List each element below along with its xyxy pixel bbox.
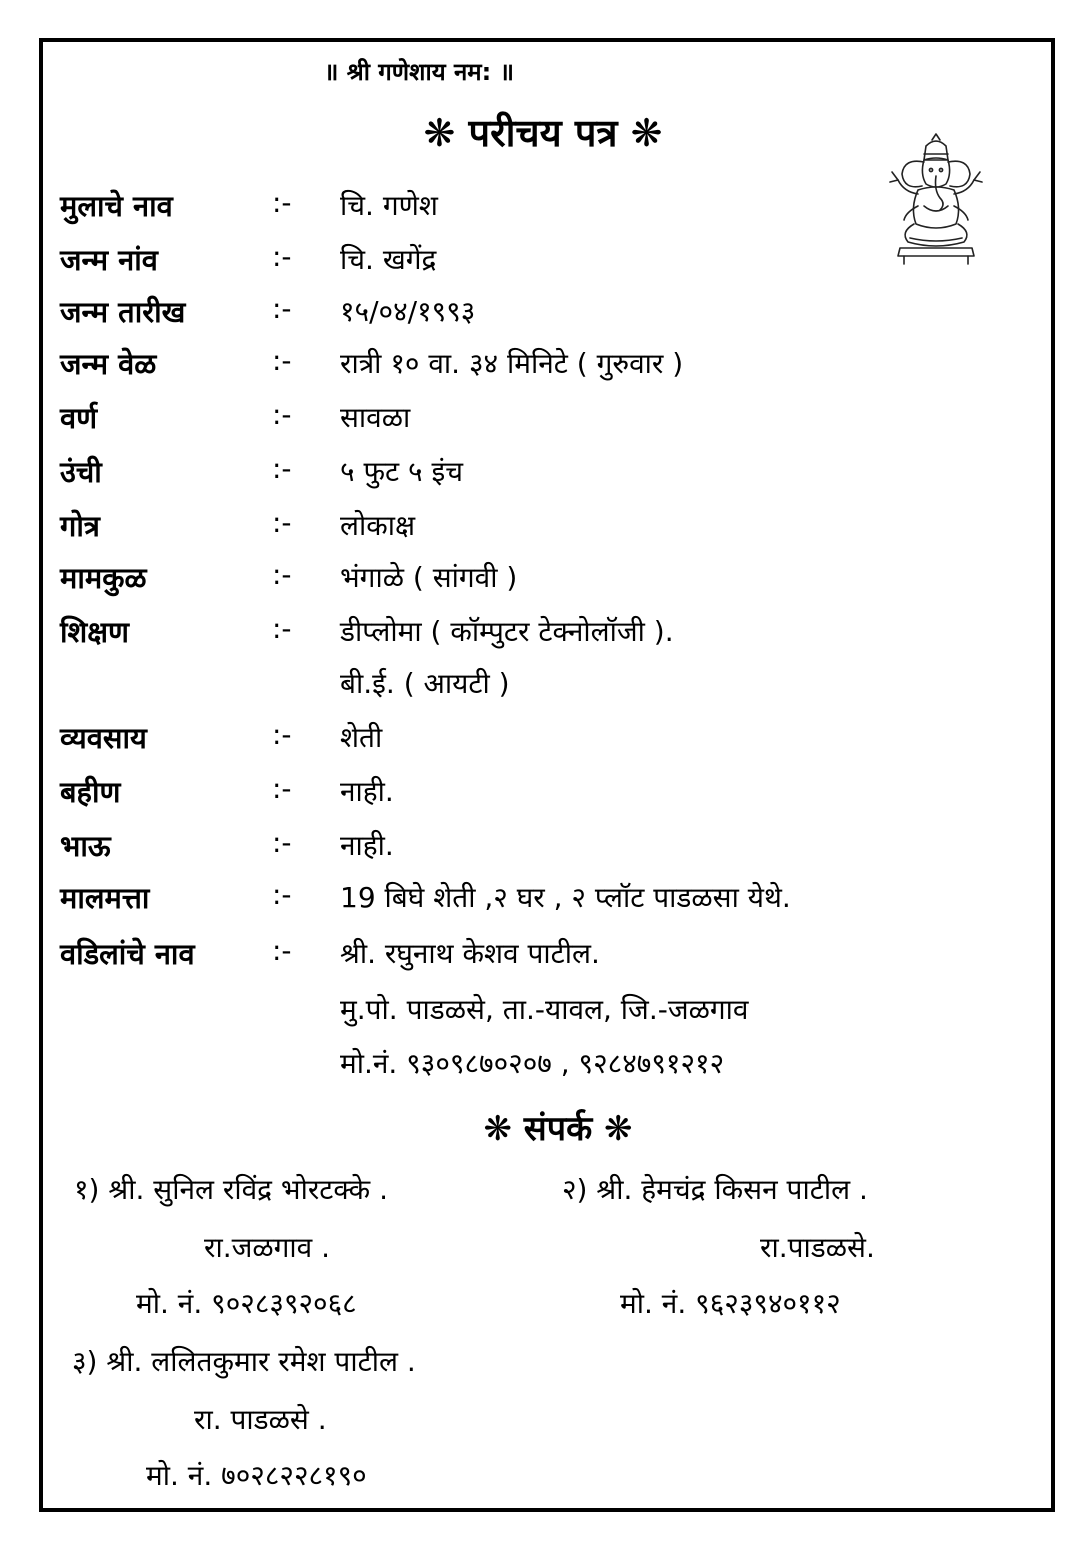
field-separator: :- — [272, 398, 292, 431]
field-separator: :- — [272, 344, 292, 377]
field-value: सावळा — [340, 401, 411, 434]
ganesha-idol-icon — [874, 132, 1006, 266]
field-value: चि. गणेश — [340, 189, 438, 222]
field-value: डीप्लोमा ( कॉम्पुटर टेक्नोलॉजी ). — [340, 615, 674, 648]
contact-3-phone: मो. नं. ७०२८२२८१९० — [146, 1459, 367, 1492]
contact-3-name: ३) श्री. ललितकुमार रमेश पाटील . — [72, 1345, 416, 1378]
field-label: व्यवसाय — [60, 721, 147, 755]
field-label: मामकुळ — [60, 561, 147, 595]
contact-2-name: २) श्री. हेमचंद्र किसन पाटील . — [562, 1173, 868, 1206]
field-separator: :- — [272, 186, 292, 219]
field-value: भंगाळे ( सांगवी ) — [340, 561, 518, 594]
field-label: वर्ण — [60, 401, 98, 435]
contacts-title: ❋ संपर्क ❋ — [483, 1109, 633, 1149]
field-label: जन्म नांव — [60, 243, 158, 277]
field-value: मो.नं. ९३०९८७०२०७ , ९२८४७९१२१२ — [340, 1047, 725, 1080]
field-separator: :- — [272, 452, 292, 485]
field-value: शेती — [340, 721, 383, 754]
field-value: नाही. — [340, 829, 394, 862]
contact-1-name: १) श्री. सुनिल रविंद्र भोरटक्के . — [74, 1173, 388, 1206]
page-title: ❋ परीचय पत्र ❋ — [423, 111, 663, 155]
invocation: ॥ श्री गणेशाय नम: ॥ — [324, 58, 514, 86]
field-label: भाऊ — [60, 829, 111, 863]
field-separator: :- — [272, 826, 292, 859]
field-value: श्री. रघुनाथ केशव पाटील. — [340, 937, 600, 970]
field-separator: :- — [272, 292, 292, 325]
field-value: नाही. — [340, 775, 394, 808]
field-label: गोत्र — [60, 509, 100, 543]
field-separator: :- — [272, 240, 292, 273]
field-value: बी.ई. ( आयटी ) — [340, 667, 510, 700]
contact-3-place: रा. पाडळसे . — [194, 1403, 327, 1436]
field-label: बहीण — [60, 775, 121, 809]
contact-1-place: रा.जळगाव . — [204, 1231, 331, 1264]
field-label: मुलाचे नाव — [60, 189, 173, 223]
field-label: मालमत्ता — [60, 881, 150, 915]
field-label: जन्म तारीख — [60, 295, 186, 329]
field-value: १५/०४/१९९३ — [340, 295, 476, 328]
field-separator: :- — [272, 772, 292, 805]
contact-2-place: रा.पाडळसे. — [760, 1231, 875, 1264]
field-value: 19 बिघे शेती ,२ घर , २ प्लॉट पाडळसा येथे. — [340, 881, 791, 914]
field-separator: :- — [272, 506, 292, 539]
field-separator: :- — [272, 558, 292, 591]
field-value: लोकाक्ष — [340, 509, 416, 542]
field-label: वडिलांचे नाव — [60, 937, 195, 971]
field-value: मु.पो. पाडळसे, ता.-यावल, जि.-जळगाव — [340, 993, 749, 1026]
field-separator: :- — [272, 612, 292, 645]
contact-1-phone: मो. नं. ९०२८३९२०६८ — [136, 1287, 357, 1320]
field-separator: :- — [272, 934, 292, 967]
field-value: ५ फुट ५ इंच — [340, 455, 464, 488]
field-separator: :- — [272, 878, 292, 911]
contact-2-phone: मो. नं. ९६२३९४०११२ — [620, 1287, 841, 1320]
field-label: शिक्षण — [60, 615, 129, 649]
field-value: रात्री १० वा. ३४ मिनिटे ( गुरुवार ) — [340, 347, 684, 380]
field-label: जन्म वेळ — [60, 347, 157, 381]
field-value: चि. खगेंद्र — [340, 243, 437, 276]
field-separator: :- — [272, 718, 292, 751]
field-label: उंची — [60, 455, 102, 489]
